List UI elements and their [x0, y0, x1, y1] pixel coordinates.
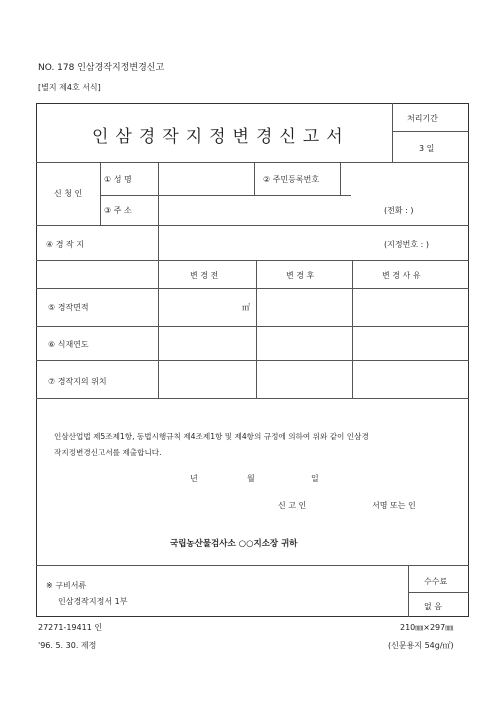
- address-label: ③ 주 소: [104, 206, 132, 215]
- year-before-field[interactable]: [160, 328, 254, 358]
- area-reason-field[interactable]: [354, 290, 467, 324]
- doc-number: NO. 178 인삼경작지정변경신고: [38, 63, 165, 73]
- year-after-field[interactable]: [258, 328, 350, 358]
- date-year: 년: [190, 474, 198, 483]
- form-title: 인삼경작지정변경신고서: [92, 127, 350, 147]
- row-area-label: ⑤ 경작면적: [48, 303, 89, 312]
- date-month: 월: [247, 474, 255, 483]
- form-code: 27271-19411 인: [38, 623, 103, 632]
- column-reason: 변 경 사 유: [382, 271, 421, 280]
- form-reference: [별지 제4호 서식]: [38, 83, 101, 92]
- row-location-label: ⑦ 경작지의 위치: [48, 377, 107, 386]
- processing-period-label: 처리기간: [407, 114, 438, 123]
- signature-label: 서명 또는 인: [372, 501, 416, 510]
- column-before: 변 경 전: [190, 271, 219, 280]
- location-reason-field[interactable]: [354, 362, 467, 396]
- processing-period-value: 3 일: [419, 144, 435, 153]
- area-unit: ㎡: [242, 303, 250, 312]
- fee-value: 없 음: [424, 602, 442, 611]
- paper-size: 210㎜×297㎜: [400, 623, 454, 632]
- declarant-label: 신 고 인: [278, 501, 307, 510]
- column-after: 변 경 후: [286, 271, 315, 280]
- location-before-field[interactable]: [160, 362, 254, 396]
- fee-label: 수수료: [424, 577, 448, 586]
- date-day: 일: [311, 474, 319, 483]
- name-label: ① 성 명: [104, 175, 132, 184]
- addressee: 국립농산물검사소 ○○지소장 귀하: [170, 539, 298, 549]
- designation-label: (지정번호 : ): [384, 240, 429, 249]
- year-reason-field[interactable]: [354, 328, 467, 358]
- address-field[interactable]: [160, 197, 380, 223]
- id-number-field[interactable]: [342, 164, 467, 193]
- phone-label: (전화 : ): [384, 206, 414, 215]
- id-number-label: ② 주민등록번호: [263, 175, 320, 184]
- name-field[interactable]: [160, 164, 252, 193]
- location-after-field[interactable]: [258, 362, 350, 396]
- enacted-date: '96. 5. 30. 제정: [38, 641, 97, 650]
- area-after-field[interactable]: [258, 290, 350, 324]
- attachments-label: ※ 구비서류: [46, 581, 87, 590]
- field-input[interactable]: [160, 227, 380, 258]
- applicant-label: 신 청 인: [54, 189, 83, 198]
- statement-line-2: 작지정변경신고서를 제출합니다.: [54, 448, 162, 457]
- area-before-field[interactable]: [160, 290, 240, 324]
- row-year-label: ⑥ 식재연도: [48, 340, 89, 349]
- field-label: ④ 경 작 지: [46, 240, 84, 249]
- attachment-item: 인삼경작지정서 1부: [58, 597, 128, 606]
- statement-line-1: 인삼산업법 제5조제1항, 동법시행규칙 제4조제1항 및 제4항의 규정에 의하여 위와 같이 인삼경: [54, 432, 369, 441]
- paper-spec: (신문용지 54g/㎡): [388, 641, 454, 650]
